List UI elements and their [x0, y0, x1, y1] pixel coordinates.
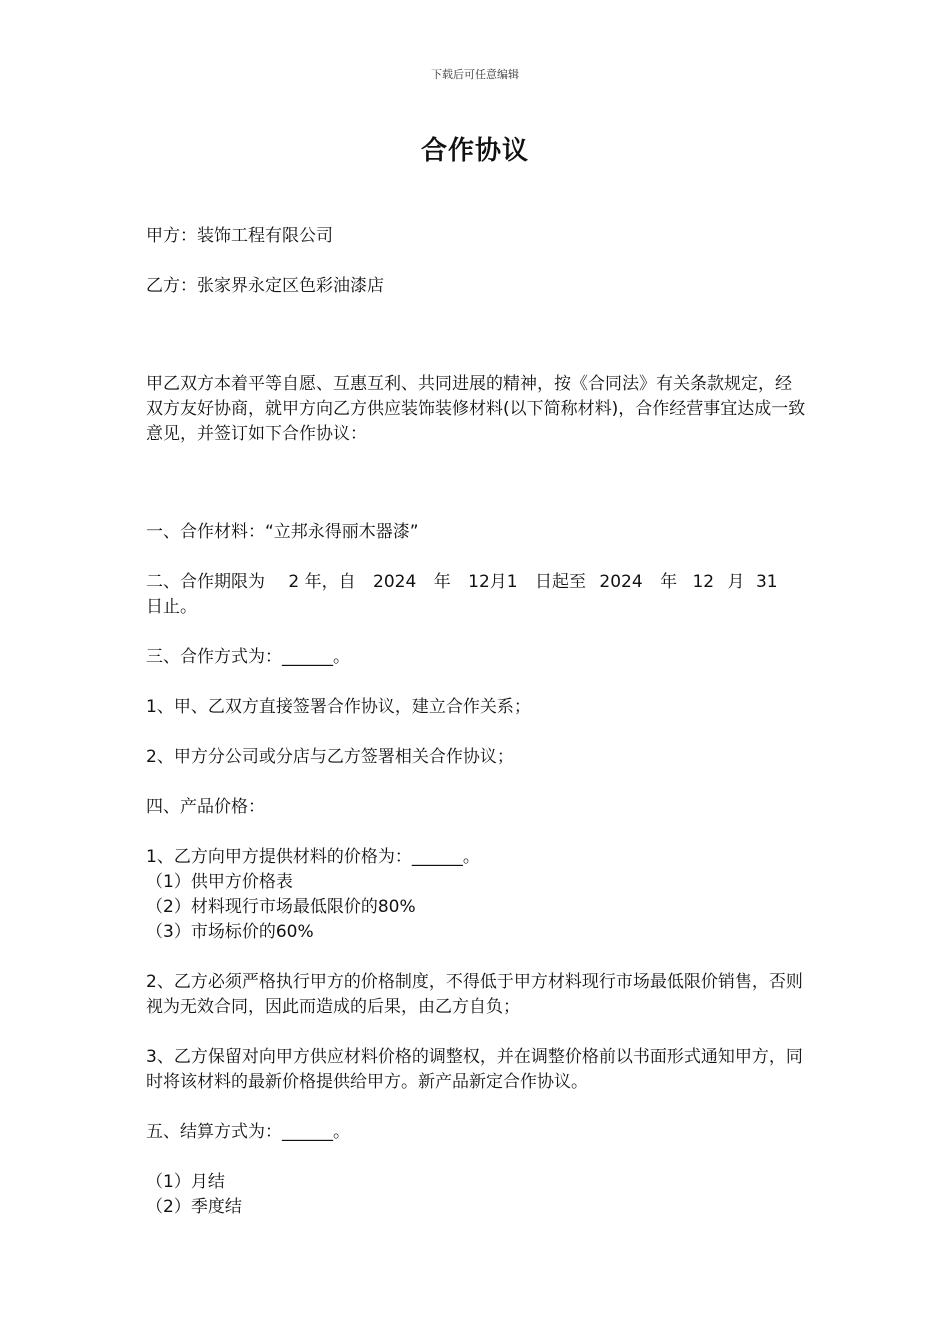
- section-1: 一、合作材料：“立邦永得丽木器漆”: [146, 522, 419, 542]
- section-4-item-2: 2、乙方必须严格执行甲方的价格制度，不得低于甲方材料现行市场最低限价销售，否则视为无效合同，因此而造成的后果，由乙方自负；: [146, 972, 803, 1017]
- end-month-unit: 月: [727, 572, 745, 592]
- section-4-heading: 四、产品价格：: [146, 797, 265, 817]
- price-option-3: （3）市场标价的60%: [146, 922, 314, 942]
- start-day-unit: 日起至: [535, 572, 586, 592]
- document-body: [146, 224, 806, 1220]
- start-month: 12: [468, 572, 490, 592]
- end-year: 2024: [599, 572, 643, 592]
- section-2: [146, 570, 806, 620]
- intro-paragraph: 甲乙双方本着平等自愿、互惠互利、共同进展的精神，按《合同法》有关条款规定，经双方友好协商，就甲方向乙方供应装饰装修材料(以下简称材料)，合作经营事宜达成一致意见，并签订如下合作协议：: [146, 374, 806, 444]
- document-title: 合作协议: [420, 136, 529, 166]
- end-suffix: 日止。: [146, 597, 197, 617]
- party-b: 乙方：张家界永定区色彩油漆店: [146, 276, 384, 296]
- settlement-option-1: （1）月结: [146, 1172, 225, 1192]
- end-day: 31: [755, 572, 778, 592]
- header-note: 下载后可任意编辑: [431, 68, 519, 81]
- start-month-unit: 月: [489, 572, 507, 592]
- section-3-item-2: 2、甲方分公司或分店与乙方签署相关合作协议；: [146, 747, 514, 767]
- price-option-1: （1）供甲方价格表: [146, 872, 293, 892]
- section-4-item-1: 1、乙方向甲方提供材料的价格为：______。: [146, 847, 480, 867]
- section-2-prefix: 二、合作期限为: [146, 572, 265, 592]
- start-year-unit: 年: [433, 572, 451, 592]
- end-year-unit: 年: [660, 572, 678, 592]
- section-4-item-3: 3、乙方保留对向甲方供应材料价格的调整权，并在调整价格前以书面形式通知甲方，同时将该材料的最新价格提供给甲方。新产品新定合作协议。: [146, 1047, 803, 1092]
- term-years: 2: [288, 572, 300, 592]
- section-3-heading: 三、合作方式为：______。: [146, 647, 350, 667]
- term-year-unit: 年，自: [304, 572, 356, 592]
- end-month: 12: [692, 572, 715, 592]
- start-year: 2024: [373, 572, 417, 592]
- party-a: 甲方：装饰工程有限公司: [146, 226, 333, 246]
- section-3-item-1: 1、甲、乙双方直接签署合作协议，建立合作关系；: [146, 697, 531, 717]
- settlement-option-2: （2）季度结: [146, 1197, 242, 1217]
- start-day: 1: [506, 572, 518, 592]
- section-5-heading: 五、结算方式为：______。: [146, 1122, 350, 1142]
- price-option-2: （2）材料现行市场最低限价的80%: [146, 897, 416, 917]
